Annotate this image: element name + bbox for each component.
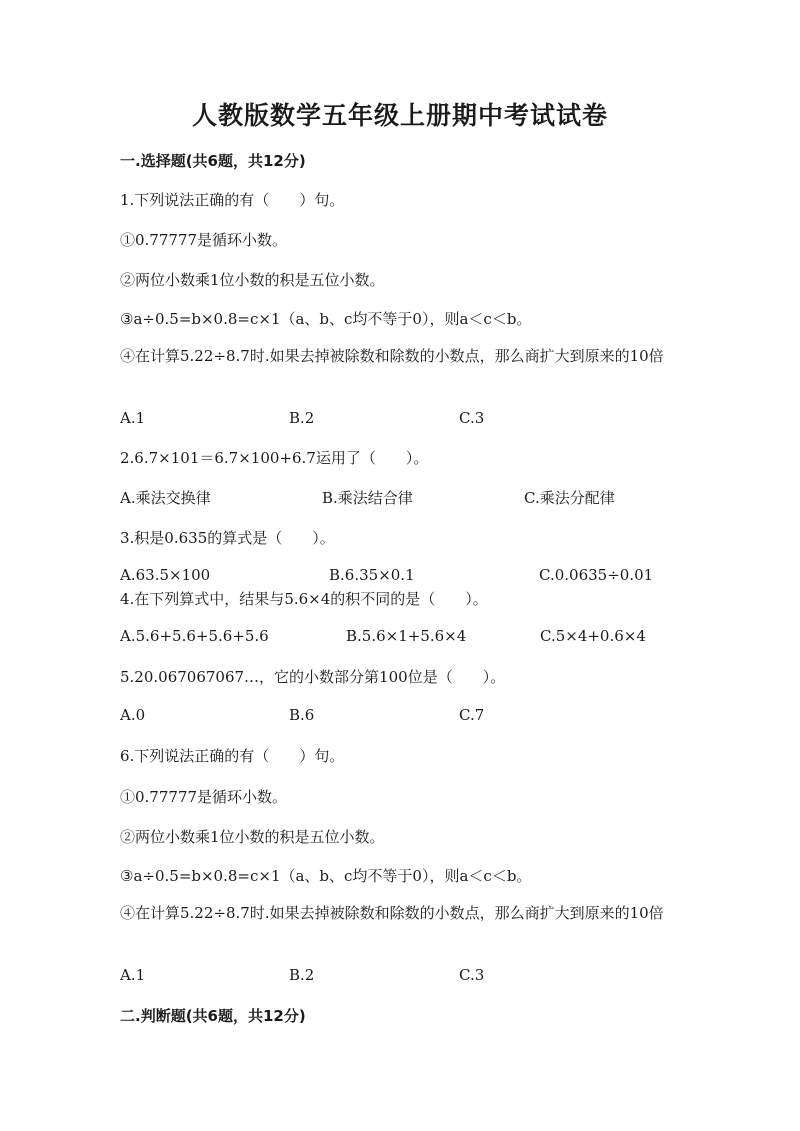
question-4-option-a: A.5.6+5.6+5.6+5.6: [120, 627, 269, 645]
question-2-option-c: C.乘法分配律: [524, 489, 615, 507]
question-3-option-c: C.0.0635÷0.01: [539, 566, 654, 584]
question-1-statement-3: ③a÷0.5=b×0.8=c×1（a、b、c均不等于0），则a＜c＜b。: [120, 310, 532, 328]
question-3-option-a: A.63.5×100: [120, 566, 211, 584]
question-6-stem: 6.下列说法正确的有（ ）句。: [120, 747, 345, 765]
section-heading-true-false: 二.判断题(共6题，共12分): [120, 1007, 306, 1025]
question-6-statement-1: ①0.77777是循环小数。: [120, 788, 288, 806]
question-5-option-b: B.6: [289, 706, 315, 724]
question-2-option-a: A.乘法交换律: [120, 489, 211, 507]
question-6-statement-4: ④在计算5.22÷8.7时.如果去掉被除数和除数的小数点，那么商扩大到原来的10倍: [120, 904, 664, 922]
question-5-stem: 5.20.067067067…，它的小数部分第100位是（ ）。: [120, 668, 506, 686]
question-1-stem: 1.下列说法正确的有（ ）句。: [120, 191, 345, 209]
question-1-option-a: A.1: [120, 409, 146, 427]
question-6-option-c: C.3: [459, 966, 485, 984]
question-4-option-b: B.5.6×1+5.6×4: [346, 627, 467, 645]
question-4-stem: 4.在下列算式中，结果与5.6×4的积不同的是（ ）。: [120, 590, 488, 608]
question-1-statement-4: ④在计算5.22÷8.7时.如果去掉被除数和除数的小数点，那么商扩大到原来的10倍: [120, 347, 664, 365]
question-2-stem: 2.6.7×101＝6.7×100+6.7运用了（ ）。: [120, 449, 429, 467]
question-5-option-c: C.7: [459, 706, 485, 724]
question-3-option-b: B.6.35×0.1: [329, 566, 415, 584]
question-1-option-b: B.2: [289, 409, 315, 427]
question-1-statement-1: ①0.77777是循环小数。: [120, 231, 288, 249]
question-1-statement-2: ②两位小数乘1位小数的积是五位小数。: [120, 271, 385, 289]
question-5-option-a: A.0: [120, 706, 146, 724]
section-heading-choice: 一.选择题(共6题，共12分): [120, 152, 306, 170]
question-1-option-c: C.3: [459, 409, 485, 427]
question-6-option-b: B.2: [289, 966, 315, 984]
page-title: 人教版数学五年级上册期中考试试卷: [191, 101, 608, 130]
question-6-statement-3: ③a÷0.5=b×0.8=c×1（a、b、c均不等于0），则a＜c＜b。: [120, 867, 532, 885]
question-3-stem: 3.积是0.635的算式是（ ）。: [120, 529, 335, 547]
question-4-option-c: C.5×4+0.6×4: [540, 627, 646, 645]
question-2-option-b: B.乘法结合律: [322, 489, 413, 507]
question-6-statement-2: ②两位小数乘1位小数的积是五位小数。: [120, 828, 385, 846]
question-6-option-a: A.1: [120, 966, 146, 984]
